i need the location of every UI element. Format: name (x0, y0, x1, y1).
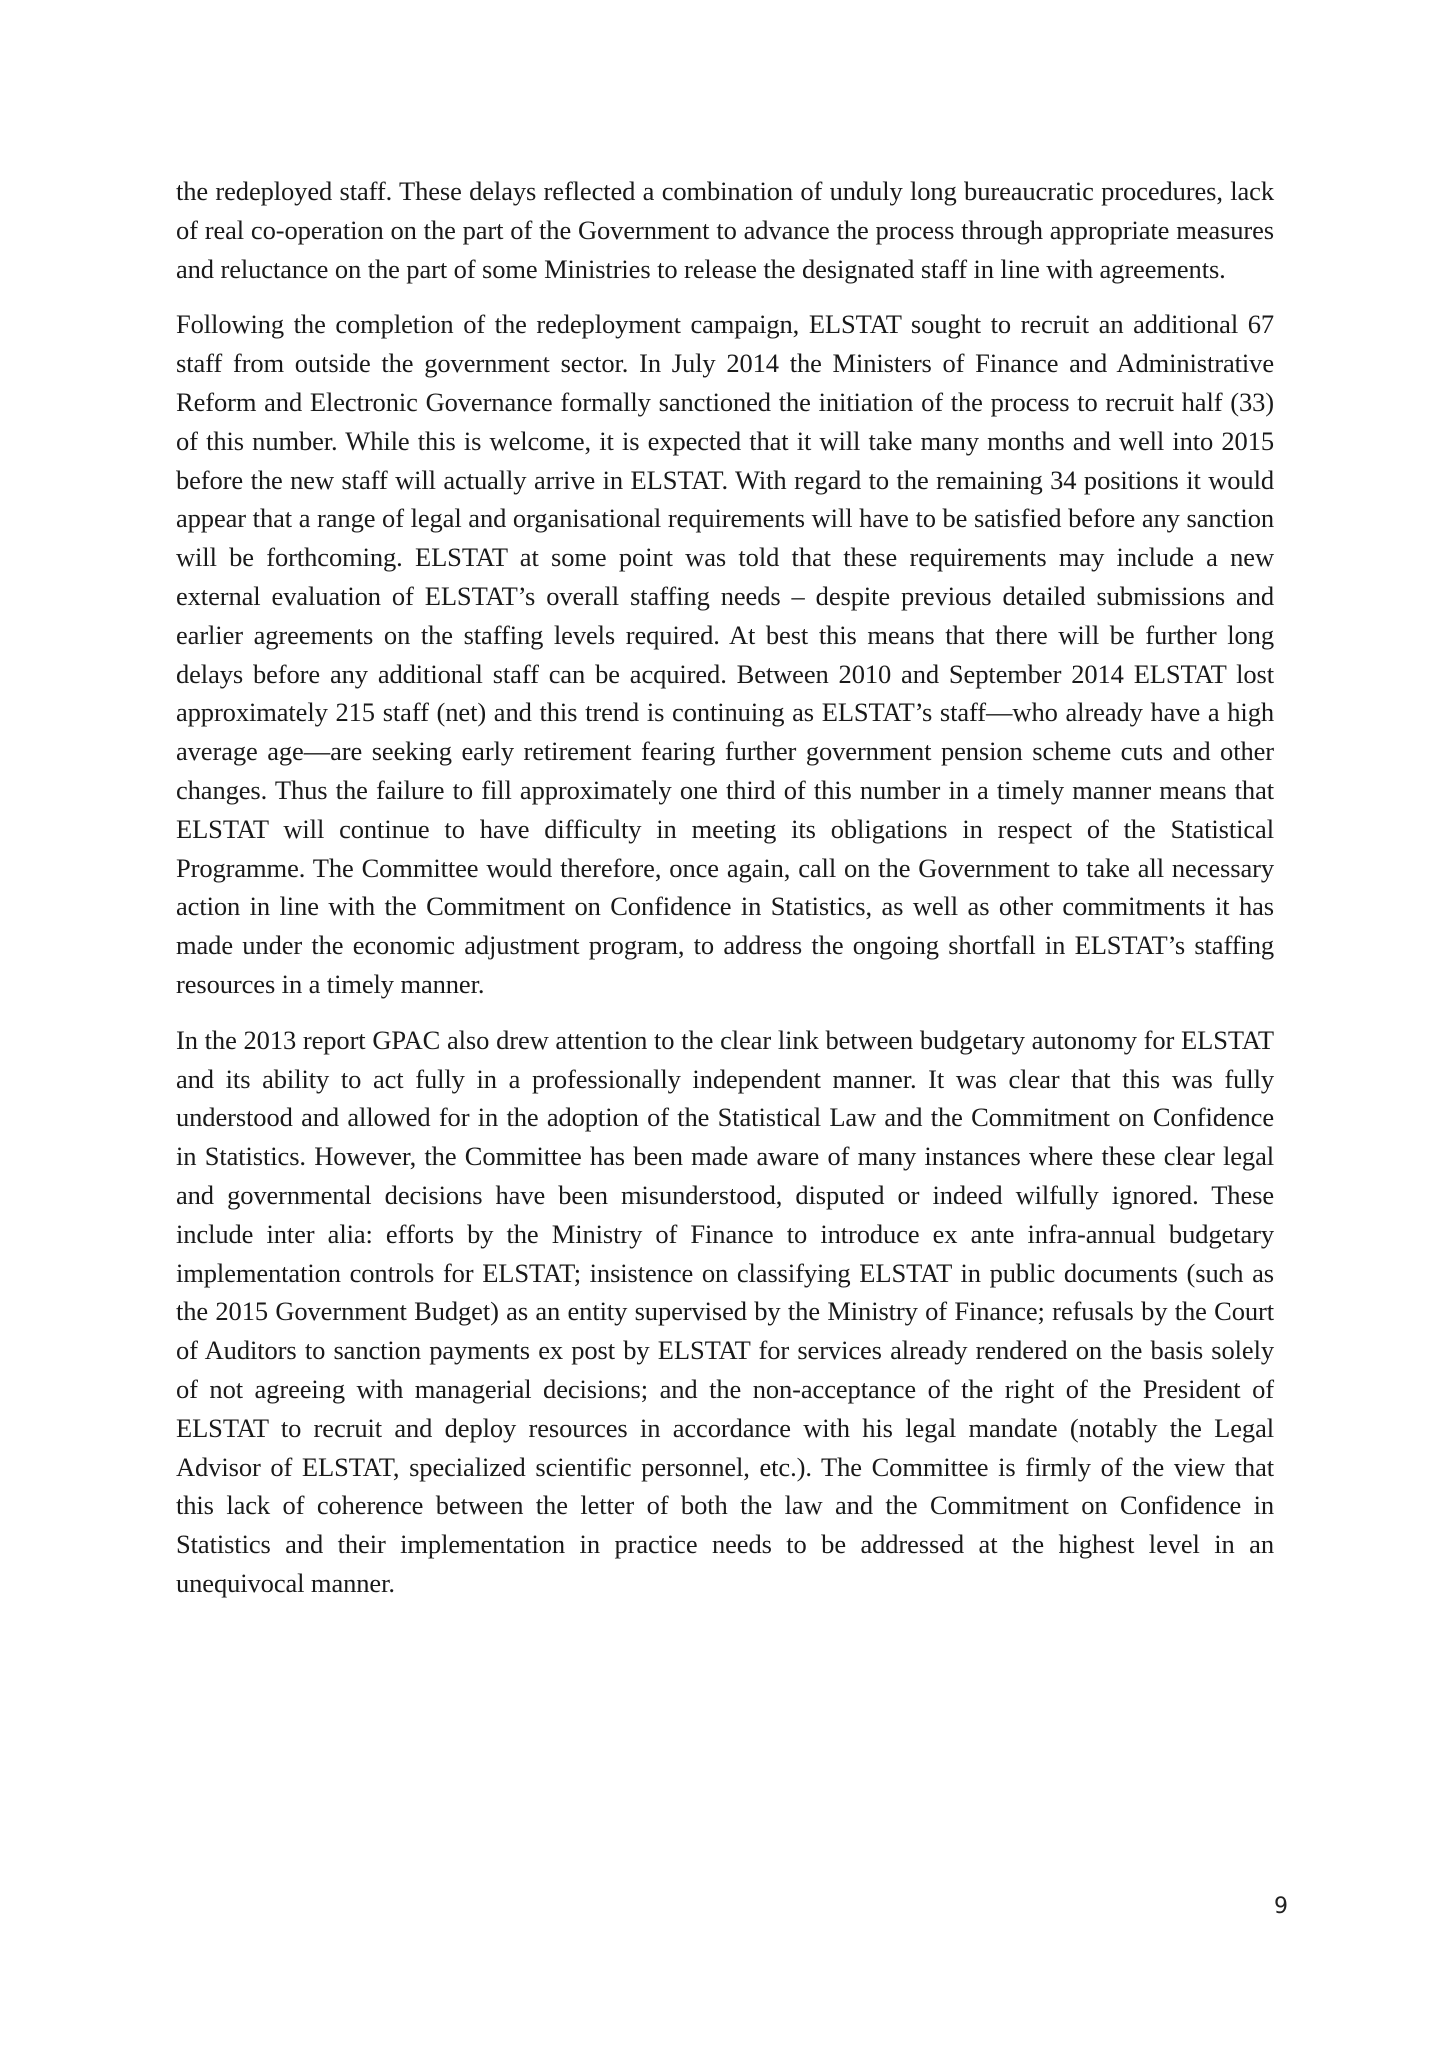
document-body (176, 172, 1274, 1620)
paragraph-recruitment-staffing: Following the completion of the redeployment campaign, ELSTAT sought to recruit an additional 67 staff from outside the government sector. In July 2014 the Ministers of Finance and Administrative Reform and Electronic Governance formally sanctioned the initiation of the process to recruit half (33) of this number. While this is welcome, it is expected that it will take many months and well into 2015 before the new staff will actually arrive in ELSTAT. With regard to the remaining 34 positions it would appear that a range of legal and organisational requirements will have to be satisfied before any sanction will be forthcoming. ELSTAT at some point was told that these requirements may include a new external evaluation of ELSTAT’s overall staffing needs – despite previous detailed submissions and earlier agreements on the staffing levels required. At best this means that there will be further long delays before any additional staff can be acquired. Between 2010 and September 2014 ELSTAT lost approximately 215 staff (net) and this trend is continuing as ELSTAT’s staff—who already have a high average age—are seeking early retirement fearing further government pension scheme cuts and other changes. Thus the failure to fill approximately one third of this number in a timely manner means that ELSTAT will continue to have difficulty in meeting its obligations in respect of the Statistical Programme. The Committee would therefore, once again, call on the Government to take all necessary action in line with the Commitment on Confidence in Statistics, as well as other commitments it has made under the economic adjustment program, to address the ongoing shortfall in ELSTAT’s staffing resources in a timely manner. (176, 309, 1274, 999)
paragraph-redeployment-delays: the redeployed staff. These delays reflected a combination of unduly long bureaucratic procedures, lack of real co-operation on the part of the Government to advance the process through appropriate measures and reluctance on the part of some Ministries to release the designated staff in line with agreements. (176, 176, 1274, 284)
paragraph-budgetary-autonomy: In the 2013 report GPAC also drew attention to the clear link between budgetary autonomy for ELSTAT and its ability to act fully in a professionally independent manner. It was clear that this was fully understood and allowed for in the adoption of the Statistical Law and the Commitment on Confidence in Statistics. However, the Committee has been made aware of many instances where these clear legal and governmental decisions have been misunderstood, disputed or indeed wilfully ignored. These include inter alia: efforts by the Ministry of Finance to introduce ex ante infra-annual budgetary implementation controls for ELSTAT; insistence on classifying ELSTAT in public documents (such as the 2015 Government Budget) as an entity supervised by the Ministry of Finance; refusals by the Court of Auditors to sanction payments ex post by ELSTAT for services already rendered on the basis solely of not agreeing with managerial decisions; and the non-acceptance of the right of the President of ELSTAT to recruit and deploy resources in accordance with his legal mandate (notably the Legal Advisor of ELSTAT, specialized scientific personnel, etc.). The Committee is firmly of the view that this lack of coherence between the letter of both the law and the Commitment on Confidence in Statistics and their implementation in practice needs to be addressed at the highest level in an unequivocal manner. (176, 1024, 1274, 1598)
page-number: 9 (1274, 1894, 1288, 1919)
